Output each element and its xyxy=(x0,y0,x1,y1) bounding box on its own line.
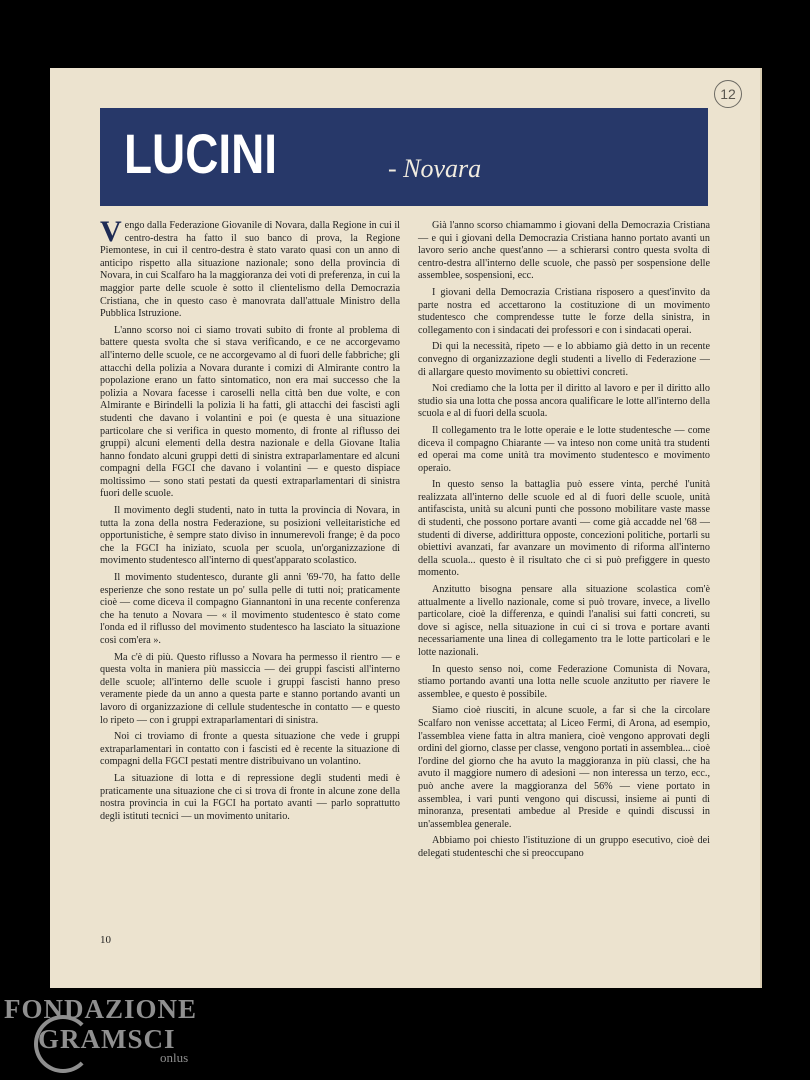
left-column xyxy=(100,215,400,827)
watermark-line1: FONDAZIONE xyxy=(4,994,198,1024)
article-subtitle: - Novara xyxy=(388,154,482,183)
paragraph: Di qui la necessità, ripeto — e lo abbiamo già detto in un recente convegno di organizzazione degli studenti a livello di Federazione — di allargare questo movimento su obiettivi concreti. xyxy=(418,341,710,378)
paragraph: Il movimento degli studenti, nato in tutta la provincia di Novara, in tutta la zona della nostra Federazione, su posizioni velleitaristiche ed opportunistiche, è sempre stato diviso in innumerevoli frange; è da poco che la FGCI ha iniziato, scuola per scuola, un'organizzazione di movimento studentesco all'interno di quest'apparato scolastico. xyxy=(100,505,400,567)
paragraph: Anzitutto bisogna pensare alla situazione scolastica com'è attualmente a livello nazionale, come si può trovare, invece, a livello particolare, cioè la differenza, e quindi l'analisi sui fatti concreti, su dove si agisce, nella situazione in cui ci si trova e portare avanti necessariamente una linea di collegamento tra le lotte particolari e le lotte nazionali. xyxy=(418,584,710,658)
title-banner xyxy=(100,108,708,206)
paragraph: Noi crediamo che la lotta per il diritto al lavoro e per il diritto allo studio sia una lotta che possa ancora qualificare le lotte all'interno della scuola e al di fuori della scuola. xyxy=(418,383,710,420)
paragraph: L'anno scorso noi ci siamo trovati subito di fronte al problema di battere questa svolta che si stava verificando, e ce ne accorgevamo all'interno delle scuole, ce ne accorgevamo al di fuori delle fabbriche; gli attacchi della polizia a Novara durante i comizi di Almirante contro la popolazione erano un fatto sintomatico, non era mai successo che la polizia a Novara facesse i caroselli nella città ben due volte, e con Almirante e Birindelli la polizia li ha fatti, gli attacchi dei fascisti agli studenti che davano i volantini e poi (e questa è una situazione particolare che si verifica in questo momento, di fronte al riflusso dei gruppi) alcuni elementi della destra nazionale e della Giovane Italia hanno fondato alcuni gruppi detti di sinistra extraparlamentare ed alcuni compagni della FGCI che davano i volantini — e questo dispiace moltissimo — sono stati pestati da questi extraparlamentari di sinistra fuori delle scuole. xyxy=(100,324,400,500)
paragraph: Abbiamo poi chiesto l'istituzione di un gruppo esecutivo, cioè dei delegati studenteschi che si preoccupano xyxy=(418,835,710,859)
paragraph: Noi ci troviamo di fronte a questa situazione che vede i gruppi extraparlamentari in contatto con i fascisti ed è recente la situazione di compagni della FGCI pestati mentre distribuivano un volantino. xyxy=(100,731,400,768)
paragraph: Ma c'è di più. Questo riflusso a Novara ha permesso il rientro — e questa volta in maniera più massiccia — dei gruppi fascisti all'interno delle scuole; all'interno delle scuole i gruppi fascisti hanno preso veramente piede da un anno a questa parte e stanno portando avanti un lavoro di organizzazione di cellule studentesche in contatto — e questo lo ripeto — con i gruppi extraparlamentari di sinistra. xyxy=(100,651,400,726)
page-number: 10 xyxy=(100,934,111,946)
paragraph: In questo senso la battaglia può essere vinta, perché l'unità realizzata all'interno delle scuole ed al di fuori delle scuole, unità antifascista, unità su alcuni punti che possono mobilitare vaste masse di studenti, che possono portare avanti — come già accadde nel '68 — studenti di diverse, addirittura opposte, concezioni politiche, portarli su obiettivi avanzati, far avanzare un movimento di riforma all'interno della scuola... questo è il risultato che ci si può prefiggere in questo momento. xyxy=(418,479,710,579)
paragraph: In questo senso noi, come Federazione Comunista di Novara, stiamo portando avanti una lotta nelle scuole anzitutto per riavere le assemblee, e questo è possibile. xyxy=(418,663,710,700)
article-title: LUCINI xyxy=(124,122,278,185)
paragraph: Il collegamento tra le lotte operaie e le lotte studentesche — come diceva il compagno Chiarante — va inteso non come unità tra studenti ed operai ma come unità tra movimento studentesco e movimento operaio. xyxy=(418,424,710,474)
watermark-line3: onlus xyxy=(160,1050,189,1065)
handwritten-page-mark: 12 xyxy=(714,80,742,108)
paragraph: I giovani della Democrazia Cristiana risposero a quest'invito da parte nostra ed accettarono la costituzione di un movimento studentesco che comprendesse tutte le forze della sinistra, in collegamento con i sindacati dei professori e con i sindacati operai. xyxy=(418,286,710,336)
right-column xyxy=(418,220,710,865)
paragraph: Siamo cioè riusciti, in alcune scuole, a far sì che la circolare Scalfaro non venisse accettata; al Liceo Fermi, di Arona, ad esempio, l'assemblea viene fatta in altra maniera, cioè vengono approvati degli ordini del giorno, classe per classe, vengono portati in assemblea... cioè l'ordine del giorno che ha avuto la maggioranza in più classi, che ha avuto il maggiore numero di adesioni — non interessa un terzo, ecc., può anche avere la maggioranza del 56% — viene portato in assemblea, i vari punti vengono qui discussi, insieme ai punti di minoranza, presentati ambedue al Preside e quindi discussi in un'assemblea generale. xyxy=(418,705,710,830)
paragraph: La situazione di lotta e di repressione degli studenti medi è praticamente una situazione che ci si trova di fronte in alcune zone della nostra provincia in cui la FGCI ha portato avanti — parlo soprattutto degli istituti tecnici — un movimento unitario. xyxy=(100,772,400,822)
paragraph: Il movimento studentesco, durante gli anni '69-'70, ha fatto delle esperienze che sono restate un po' sulla pelle di tutti noi; praticamente cioè — come diceva il compagno Giannantoni in una recente conferenza che ha tenuto a Novara — « il movimento studentesco è stato come l'onda ed il riflusso del movimento studentesco ha lasciato la situazione così com'era ». xyxy=(100,572,400,646)
drop-cap: V xyxy=(100,215,122,248)
paragraph: Già l'anno scorso chiamammo i giovani della Democrazia Cristiana — e qui i giovani della Democrazia Cristiana hanno portato avanti un lavoro serio anche quest'anno — a schierarsi contro questa svolta di centro-destra all'interno delle scuole, che passò per sospensione delle assemblee, sospensioni, ecc. xyxy=(418,220,710,282)
watermark-line2: GRAMSCI xyxy=(38,1024,176,1054)
paragraph: Vengo dalla Federazione Giovanile di Novara, dalla Regione in cui il centro-destra ha fatto il suo banco di prova, la Regione Piemontese, in cui il centro-destra è stato varato quasi con un anno di anticipo rispetto alla situazione nazionale; sono della provincia di Novara, in cui Scalfaro ha la maggioranza dei voti di preferenza, in cui la maggior parte delle scuole è sotto il clientelismo della Democrazia Cristiana, che in questo caso è manovrata dall'attuale Ministro della Pubblica Istruzione. xyxy=(100,215,400,320)
